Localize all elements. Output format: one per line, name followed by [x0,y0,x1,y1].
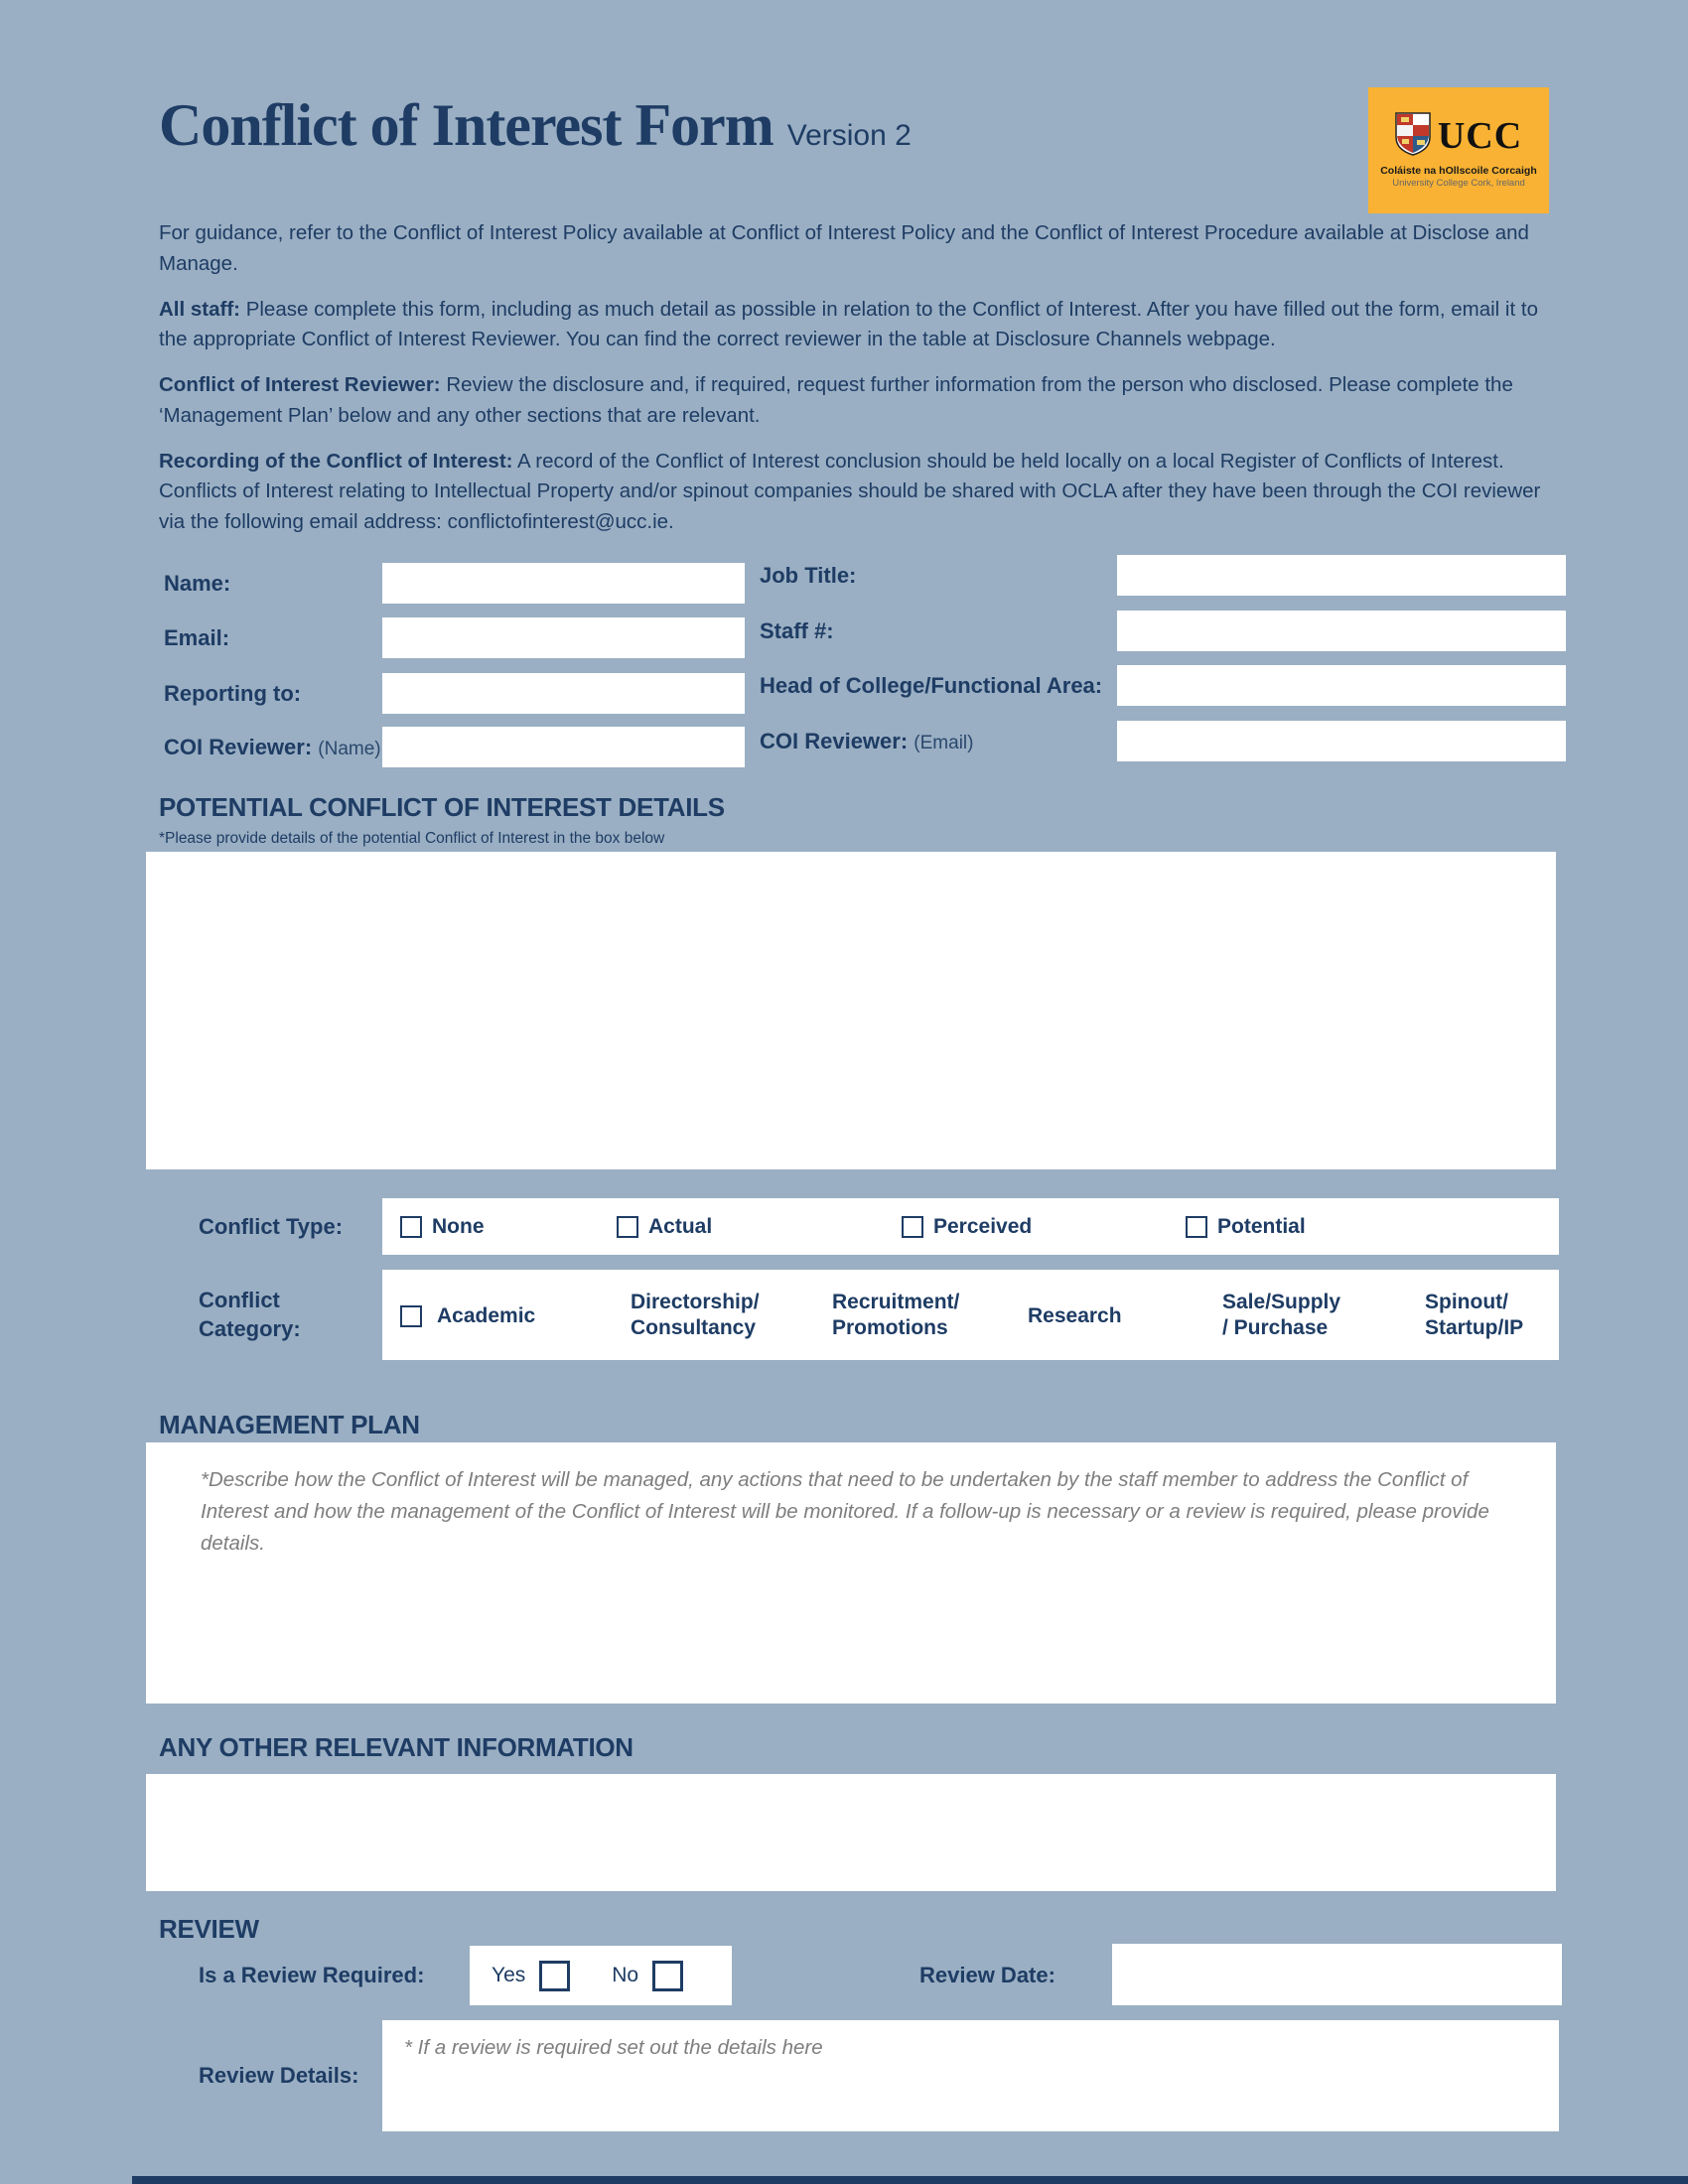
yes-checkbox[interactable] [539,1961,570,1991]
name-input[interactable] [382,563,745,604]
email-label: Email: [164,625,230,650]
ucc-name-english: University College Cork, Ireland [1392,177,1525,189]
review-required-box [470,1946,732,2005]
page-bottom-bar [132,2176,1688,2184]
review-details-label: Review Details: [199,2063,359,2088]
job-title-label: Job Title: [760,563,857,588]
page-title-block [159,91,912,160]
spinout-startup-ip-label: Spinout/ Startup/IP [1425,1291,1524,1340]
head-of-college-input[interactable] [1117,665,1566,706]
review-details-textarea[interactable] [382,2020,1559,2131]
ucc-crest-icon [1395,112,1431,161]
email-input[interactable] [382,617,745,658]
job-title-input[interactable] [1117,555,1566,596]
research-label: Research [1028,1304,1122,1327]
ucc-logo [1368,87,1549,213]
other-info-textarea[interactable] [146,1774,1556,1891]
actual-checkbox[interactable] [617,1216,638,1238]
potential-label: Potential [1217,1214,1306,1238]
all-staff-paragraph: All staff: Please complete this form, including as much detail as possible in relation to the Conflict of Interest. After you have filled out the form, email it to the appropriate Conflict of Interest Reviewer. You can find the correct reviewer in the table at Disclosure Channels webpage. [159,297,1538,351]
actual-label: Actual [648,1214,713,1238]
recruitment-promotions-label: Recruitment/ Promotions [832,1291,960,1340]
conflict-category-bar [382,1270,1559,1360]
no-label: No [612,1964,639,1986]
coi-reviewer-email-input[interactable] [1117,721,1566,761]
staff-number-label: Staff #: [760,618,834,643]
reviewer-paragraph: Conflict of Interest Reviewer: Review the disclosure and, if required, request further information from the person who disclosed. Please complete the ‘Management Plan’ below and any other sections that are relevant. [159,373,1513,427]
reporting-to-input[interactable] [382,673,745,714]
no-checkbox[interactable] [652,1961,683,1991]
conflict-type-label: Conflict Type: [199,1214,344,1239]
coi-reviewer-email-label: COI Reviewer: (Email) [760,729,974,753]
guidance-paragraph: For guidance, refer to the Conflict of Interest Policy available at Conflict of Interest Policy and the Conflict of Interest Procedure available at Disclose and Manage. [159,221,1529,275]
guidance-text [159,218,1547,553]
version-label: Version 2 [786,119,912,152]
details-note: *Please provide details of the potential Conflict of Interest in the box below [159,830,665,847]
head-of-college-label: Head of College/Functional Area: [760,673,1103,698]
reporting-to-label: Reporting to: [164,681,302,706]
none-checkbox[interactable] [400,1216,422,1238]
ucc-acronym: UCC [1437,115,1523,157]
sale-supply-purchase-label: Sale/Supply / Purchase [1222,1291,1341,1340]
coi-reviewer-name-input[interactable] [382,727,745,767]
name-label: Name: [164,571,231,596]
management-plan-placeholder: *Describe how the Conflict of Interest will be managed, any actions that need to be undertaken by the staff member to address the Conflict of Interest and how the management of the Conflict of Interest will be monitored. If a follow-up is necessary or a review is required, please provide details. [201,1468,1489,1555]
page-title: Conflict of Interest Form [159,92,774,158]
staff-number-input[interactable] [1117,611,1566,651]
review-details-placeholder: * If a review is required set out the details here [404,2036,823,2059]
coi-reviewer-name-label: COI Reviewer: (Name) [164,735,381,759]
ucc-name-irish: Coláiste na hOllscoile Corcaigh [1380,164,1537,177]
conflict-type-bar [382,1198,1559,1255]
details-textarea[interactable] [146,852,1556,1169]
academic-label: Academic [437,1304,536,1327]
recording-paragraph: Recording of the Conflict of Interest: A record of the Conflict of Interest conclusion should be held locally on a local Register of Conflicts of Interest. Conflicts of Interest relating to Intellectual Property and/or spinout companies should be shared with OCLA after they have been through the COI reviewer via the following email address: conflictofinterest@ucc.ie. [159,449,1541,533]
academic-checkbox[interactable] [400,1305,422,1327]
review-date-label: Review Date: [919,1963,1055,1987]
details-section-heading: POTENTIAL CONFLICT OF INTEREST DETAILS [159,792,725,822]
perceived-label: Perceived [933,1214,1033,1238]
directorship-consultancy-label: Directorship/ Consultancy [631,1291,760,1340]
review-required-label: Is a Review Required: [199,1963,425,1987]
review-date-input[interactable] [1112,1944,1562,2005]
none-label: None [432,1214,485,1238]
management-plan-heading: MANAGEMENT PLAN [159,1410,420,1439]
perceived-checkbox[interactable] [902,1216,923,1238]
yes-label: Yes [492,1964,526,1986]
other-info-heading: ANY OTHER RELEVANT INFORMATION [159,1732,633,1762]
review-heading: REVIEW [159,1914,259,1944]
potential-checkbox[interactable] [1186,1216,1207,1238]
conflict-category-label: Conflict Category: [199,1287,301,1341]
management-plan-textarea[interactable] [146,1442,1556,1704]
